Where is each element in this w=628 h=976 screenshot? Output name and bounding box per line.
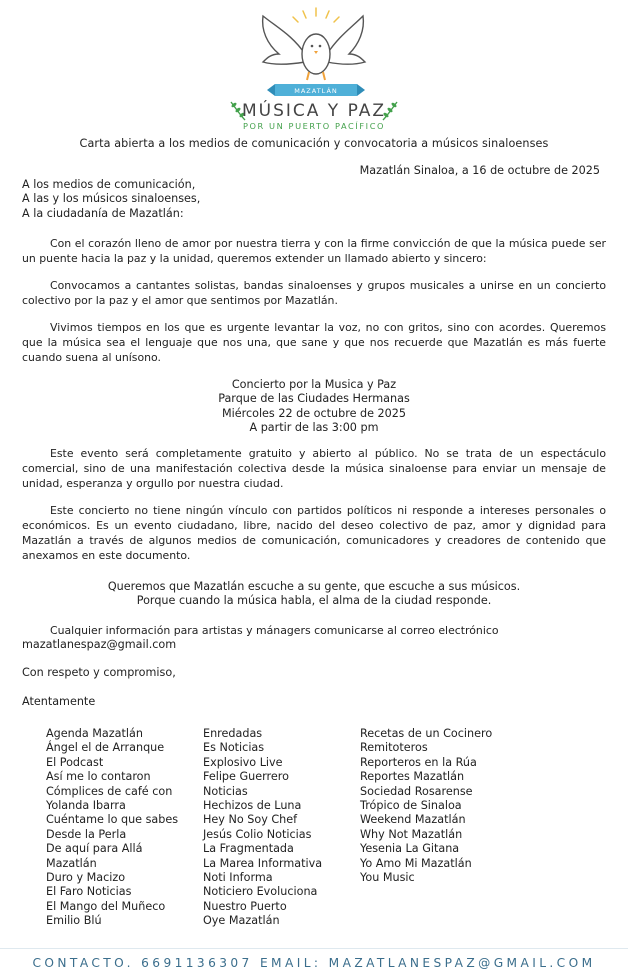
signatory: Yesenia La Gitana bbox=[360, 842, 460, 856]
signatory: El Podcast bbox=[46, 755, 104, 769]
brand-title: MÚSICA Y PAZ bbox=[241, 101, 387, 121]
banner-text: MAZATLÁN bbox=[294, 87, 338, 95]
footer-contact: CONTACTO. 6691136307 EMAIL: MAZATLANESPAZ@GMAIL.COM bbox=[32, 956, 596, 970]
paragraph-free-event: Este evento será completamente gratuito y abierto al público. No se trata de un espectáculo comercial, sino de una manifestación colectiva desde la música sinaloense para enviar un mensaje de unidad, esperanza y orgullo por nuestra ciudad. bbox=[22, 447, 606, 490]
event-details bbox=[0, 378, 628, 436]
signatory: Explosivo Live bbox=[203, 755, 283, 769]
signatory: Desde la Perla bbox=[46, 827, 127, 841]
addressee-line: A la ciudadanía de Mazatlán: bbox=[22, 206, 184, 220]
footer-divider bbox=[0, 948, 628, 949]
signatory: Remitoteros bbox=[360, 741, 428, 755]
signatory: Weekend Mazatlán bbox=[360, 813, 466, 827]
paragraph-intro: Con el corazón lleno de amor por nuestra tierra y con la firme convicción de que la música puede ser un puente hacia la paz y la unidad, queremos extender un llamado abierto y sincero: bbox=[22, 237, 606, 265]
event-date: Miércoles 22 de octubre de 2025 bbox=[221, 406, 407, 420]
letter-heading: Carta abierta a los medios de comunicación y convocatoria a músicos sinaloenses bbox=[79, 137, 549, 150]
signatory: La Marea Informativa bbox=[203, 856, 323, 870]
event-name: Concierto por la Musica y Paz bbox=[231, 378, 397, 391]
signatory: De aquí para Allá bbox=[46, 842, 143, 856]
signatory: Noticias bbox=[203, 784, 248, 798]
signatory: Noticiero Evoluciona bbox=[203, 885, 318, 899]
signatory: Mazatlán bbox=[46, 856, 97, 870]
signatory: Cómplices de café con bbox=[46, 784, 173, 798]
signatory: Duro y Macizo bbox=[46, 871, 126, 885]
quote-block bbox=[0, 580, 628, 609]
signatory: La Fragmentada bbox=[203, 842, 294, 856]
signatory: Jesús Colio Noticias bbox=[203, 827, 312, 841]
quote-line: Queremos que Mazatlán escuche a su gente, que escuche a sus músicos. bbox=[107, 580, 521, 593]
signatory: El Faro Noticias bbox=[46, 885, 132, 899]
paragraph-contact: Cualquier información para artistas y mánagers comunicarse al correo electrónico bbox=[50, 624, 499, 637]
addressee-line: A las y los músicos sinaloenses, bbox=[22, 192, 201, 206]
addressee-line: A los medios de comunicación, bbox=[22, 178, 196, 191]
closing-line: Con respeto y compromiso, bbox=[22, 666, 176, 679]
letter-date: Mazatlán Sinaloa, a 16 de octubre de 2025 bbox=[359, 164, 600, 177]
signatory: Así me lo contaron bbox=[46, 770, 151, 784]
signatory: Oye Mazatlán bbox=[203, 914, 280, 928]
signatory: Agenda Mazatlán bbox=[46, 727, 143, 740]
quote-line: Porque cuando la música habla, el alma de la ciudad responde. bbox=[136, 594, 492, 608]
paragraph-times: Vivimos tiempos en los que es urgente levantar la voz, no con gritos, sino con acordes. Queremos que la música sea el lenguaje que nos una, que sane y que nos recuerde que Mazatlán es más fuerte cuando suena al unísono. bbox=[22, 321, 606, 364]
signatory: Felipe Guerrero bbox=[203, 770, 289, 784]
signatories-column-2 bbox=[203, 727, 322, 929]
signatory: Trópico de Sinaloa bbox=[360, 799, 462, 813]
paragraph-convocation: Convocamos a cantantes solistas, bandas sinaloenses y grupos musicales a unirse en un concierto colectivo por la paz y el amor que sentimos por Mazatlán. bbox=[22, 279, 606, 307]
signatory: Sociedad Rosarense bbox=[360, 784, 473, 798]
signatory: El Mango del Muñeco bbox=[46, 899, 166, 913]
signatory: Cuéntame lo que sabes bbox=[46, 813, 179, 827]
event-place: Parque de las Ciudades Hermanas bbox=[218, 392, 410, 406]
signatory: Es Noticias bbox=[203, 741, 265, 755]
signatory: Noti Informa bbox=[203, 871, 273, 885]
signatory: You Music bbox=[360, 871, 415, 885]
signatory: Ángel el de Arranque bbox=[46, 741, 165, 755]
signatory: Yo Amo Mi Mazatlán bbox=[360, 856, 472, 870]
signatory: Yolanda Ibarra bbox=[46, 799, 126, 813]
signatory: Nuestro Puerto bbox=[203, 899, 287, 913]
brand-subtitle: POR UN PUERTO PACÍFICO bbox=[242, 121, 386, 131]
paragraph-nonpolitical: Este concierto no tiene ningún vínculo con partidos políticos ni responde a intereses personales o económicos. Es un evento ciudadano, libre, nacido del deseo colectivo de paz, amor y dignidad para Mazatlán a través de algunos medios de comunicación, comunicadores y creadores de contenido que anexamos en este documento. bbox=[22, 504, 606, 562]
addressee-block bbox=[22, 178, 200, 221]
signatory: Hey No Soy Chef bbox=[203, 813, 298, 827]
signatory: Emilio Blú bbox=[46, 914, 102, 928]
signoff: Atentamente bbox=[22, 695, 96, 708]
signatories-column-1 bbox=[46, 727, 178, 929]
signatory: Reporteros en la Rúa bbox=[360, 755, 477, 769]
logo bbox=[0, 6, 628, 132]
signatories-column-3 bbox=[360, 727, 492, 885]
signatory: Hechizos de Luna bbox=[203, 799, 302, 813]
signatory: Enredadas bbox=[203, 727, 263, 740]
contact-email[interactable]: mazatlanespaz@gmail.com bbox=[22, 638, 177, 651]
event-time: A partir de las 3:00 pm bbox=[249, 421, 379, 435]
signatory: Recetas de un Cocinero bbox=[360, 727, 493, 740]
signatory: Why Not Mazatlán bbox=[360, 827, 463, 841]
signatory: Reportes Mazatlán bbox=[360, 770, 465, 784]
